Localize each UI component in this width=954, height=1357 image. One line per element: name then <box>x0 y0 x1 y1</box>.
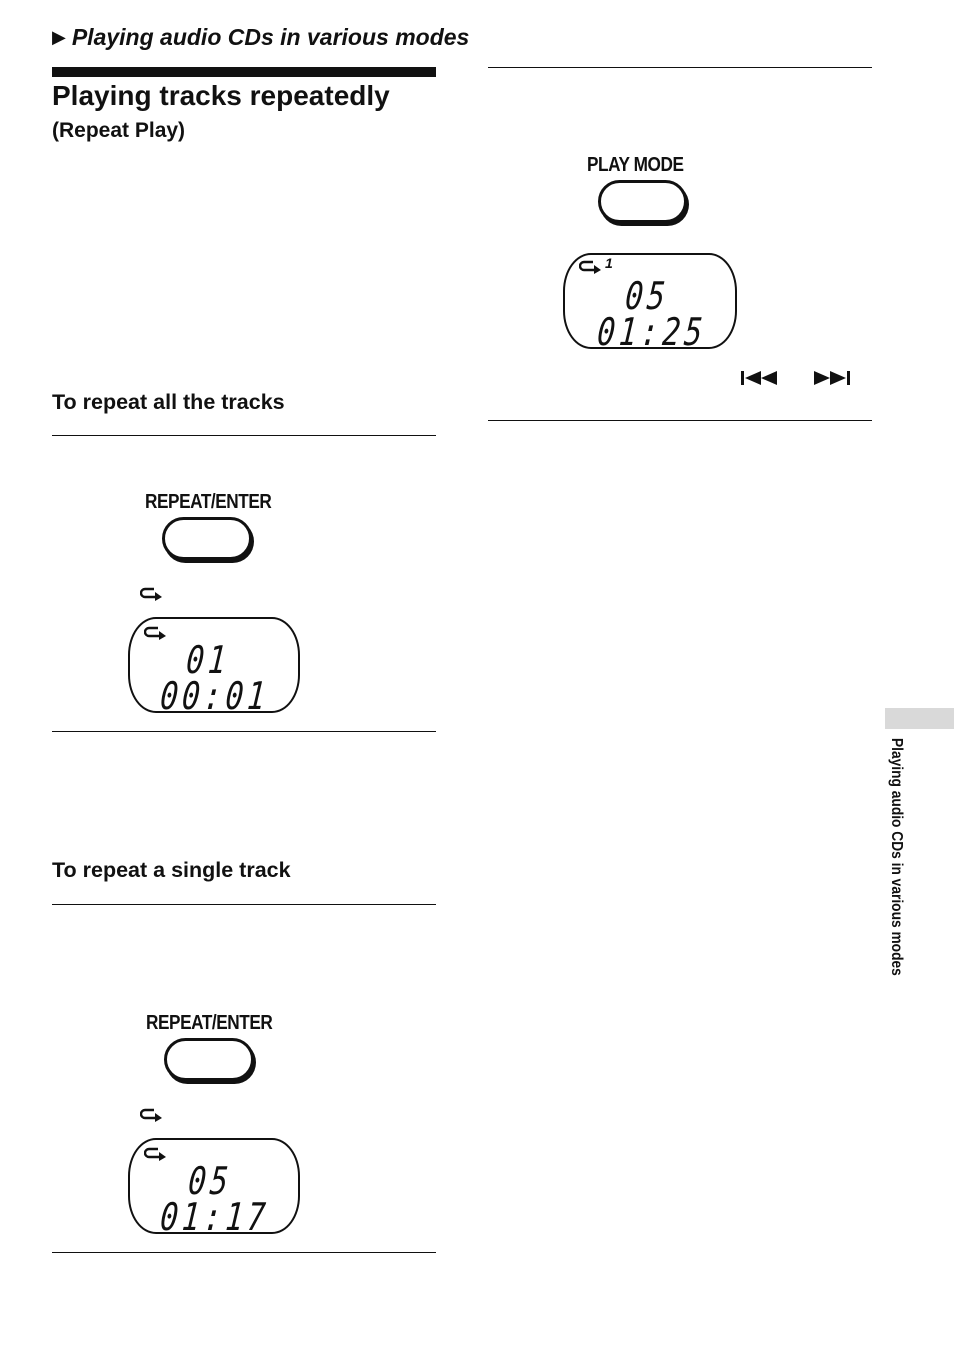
repeat-icon <box>140 586 164 602</box>
divider <box>488 420 872 421</box>
play-mode-label: PLAY MODE <box>587 154 684 176</box>
page-title-main: Playing tracks repeatedly <box>52 80 390 111</box>
skip-previous-icon[interactable] <box>741 369 779 392</box>
divider <box>52 435 436 436</box>
title-rule <box>52 67 436 77</box>
divider <box>52 904 436 905</box>
skip-next-icon[interactable] <box>814 369 852 392</box>
side-tab-label: Playing audio CDs in various modes <box>888 738 905 976</box>
lcd-display <box>563 253 737 354</box>
lcd-time: 00:01 <box>158 674 271 718</box>
breadcrumb <box>52 24 469 51</box>
divider <box>52 1252 436 1253</box>
repeat-enter-button[interactable] <box>162 517 252 560</box>
page-title-sub: (Repeat Play) <box>52 119 186 142</box>
repeat-enter-label: REPEAT/ENTER <box>146 1012 273 1034</box>
play-mode-button[interactable] <box>598 180 687 223</box>
repeat-one-indicator: 1 <box>605 255 613 271</box>
breadcrumb-text: Playing audio CDs in various modes <box>71 24 470 50</box>
lcd-track-number: 01 <box>184 638 232 682</box>
divider <box>52 731 436 732</box>
lcd-display <box>128 1138 300 1239</box>
divider <box>488 67 872 68</box>
lcd-time: 01:25 <box>595 310 708 354</box>
lcd-time: 01:17 <box>158 1195 271 1239</box>
page-title <box>52 80 442 147</box>
repeat-icon <box>144 625 168 641</box>
play-triangle-icon: ▶ <box>52 27 66 47</box>
section-heading-repeat-all: To repeat all the tracks <box>52 390 285 414</box>
section-tab <box>885 708 954 729</box>
lcd-track-number: 05 <box>623 274 671 318</box>
lcd-track-number: 05 <box>186 1159 234 1203</box>
repeat-icon <box>140 1107 164 1123</box>
repeat-enter-label: REPEAT/ENTER <box>145 491 272 513</box>
lcd-display <box>128 617 300 718</box>
repeat-icon <box>144 1146 168 1162</box>
section-heading-repeat-single: To repeat a single track <box>52 858 291 882</box>
repeat-enter-button[interactable] <box>164 1038 254 1081</box>
repeat-icon <box>579 259 603 275</box>
